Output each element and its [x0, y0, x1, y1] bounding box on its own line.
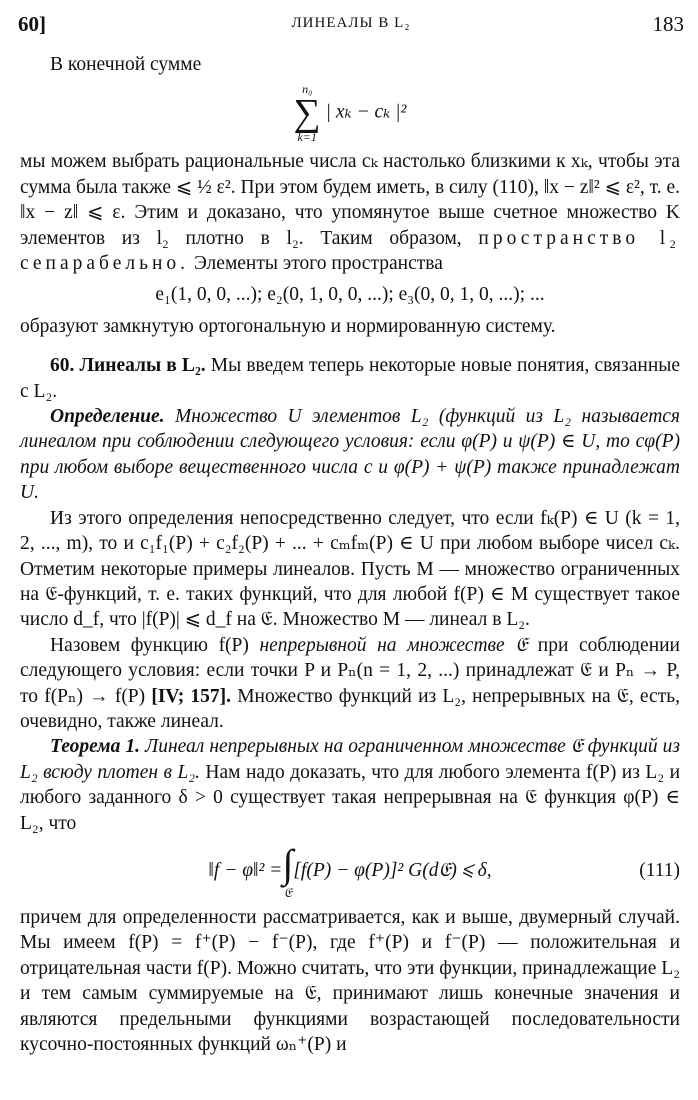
sum-upper-limit: n₀	[302, 82, 313, 97]
separable-statement: пространство l₂ сепарабельно.	[20, 227, 680, 275]
equation-left: ‖f − φ‖² =	[208, 859, 283, 881]
definition	[20, 404, 680, 506]
section-title: 60. Линеалы в L₂.	[50, 355, 206, 377]
intro-line: В конечной сумме	[50, 54, 202, 75]
definition-label: Определение.	[50, 406, 165, 428]
paragraph-1-text: мы можем выбрать рациональные числа cₖ настолько близкими к xₖ, чтобы эта сумма была также ⩽ ½ ε². При этом будем иметь, в силу (110), ‖x − z‖² ⩽ ε², т. е. ‖x − z‖ ⩽ ε. Этим и доказано, что упомянутое выше счетное множество K элементов из l₂ плотно в l₂. Таким образом,	[20, 151, 680, 249]
definition-text: Множество U элементов L₂ (функций из L₂ называется линеалом при соблюдении следующего условия: если φ(P) и ψ(P) ∈ U, то cφ(P) при любом выборе вещественного числа c и φ(P) + ψ(P) также принадлежат U.	[20, 406, 680, 504]
paragraph-2: образуют замкнутую ортогональную и нормированную систему.	[20, 315, 556, 337]
theorem	[20, 734, 680, 836]
page-header	[18, 12, 684, 38]
page-number: 183	[652, 12, 684, 36]
integral-domain: 𝔈	[283, 884, 292, 900]
sigma-symbol: ∑	[293, 92, 321, 135]
section-number: 60]	[18, 12, 46, 36]
equation-111	[20, 842, 680, 899]
sum-lower-limit: k=1	[297, 130, 317, 145]
page-body	[20, 52, 680, 1057]
paragraph-3: Из этого определения непосредственно следует, что если fₖ(P) ∈ U (k = 1, 2, ..., m), то и c₁f₁(P) + c₂f₂(P) + ... + cₘfₘ(P) ∈ U при любом выборе чисел cₖ. Отметим некоторые примеры линеалов. Пусть M — множество ограниченных на 𝔈-функций, т. е. таких функций, что для любой f(P) ∈ M существует такое число d_f, что |f(P)| ⩽ d_f на 𝔈. Множество M — линеал в L₂.	[20, 507, 680, 631]
section-heading-paragraph	[20, 353, 680, 404]
equation-right: [f(P) − φ(P)]² G(d𝔈) ⩽ δ,	[293, 859, 492, 881]
basis-vectors: e₁(1, 0, 0, ...); e₂(0, 1, 0, 0, ...); e₃(0, 0, 1, 0, ...); ...	[155, 284, 545, 306]
sum-equation	[20, 83, 680, 143]
paragraph-5: причем для определенности рассматривается, как и выше, двумерный случай. Мы имеем f(P) = f⁺(P) − f⁻(P), где f⁺(P) и f⁻(P) — положительная и отрицательная части f(P). Можно считать, что эти функции, принадлежащие L₂ и тем самым суммируемые на 𝔈, принимают лишь конечные значения и являются предельными функциями возрастающей последовательности кусочно-постоянных функций ωₙ⁺(P) и	[20, 906, 680, 1055]
continuity-term: непрерывной на множестве 𝔈	[259, 634, 528, 656]
theorem-label: Теорема 1.	[50, 736, 141, 758]
paragraph-1-end: Элементы этого пространства	[193, 253, 443, 275]
reference: [IV; 157].	[151, 685, 232, 707]
sum-body: | xₖ − cₖ |²	[325, 101, 407, 123]
paragraph-4-a: Назовем функцию f(P)	[50, 634, 249, 656]
paragraph-4	[20, 633, 680, 735]
running-title: ЛИНЕАЛЫ В L₂	[291, 15, 411, 31]
paragraph-1	[20, 149, 680, 276]
equation-number: (111)	[639, 859, 680, 881]
paragraph-4-c: Множество функций из L₂, непрерывных на 𝔈, есть, очевидно, также линеал.	[20, 685, 680, 732]
theorem-proof-start: Нам надо доказать, что для любого элемента f(P) из L₂ и любого заданного δ > 0 существует такая непрерывная на 𝔈 функция φ(P) ∈ L₂, что	[20, 761, 681, 834]
section-intro: Мы введем теперь некоторые новые понятия, связанные с L₂.	[20, 355, 681, 402]
sum-operator	[294, 83, 321, 143]
integral-operator	[282, 842, 293, 899]
paragraph-4-b: при соблюдении следующего условия: если точки P и Pₙ(n = 1, 2, ...) принадлежат 𝔈 и Pₙ → P, то f(Pₙ) → f(P)	[20, 634, 680, 707]
integral-symbol: ∫	[282, 840, 294, 886]
theorem-text: Линеал непрерывных на ограниченном множестве 𝔈 функций из L₂ всюду плотен в L₂.	[20, 736, 680, 783]
